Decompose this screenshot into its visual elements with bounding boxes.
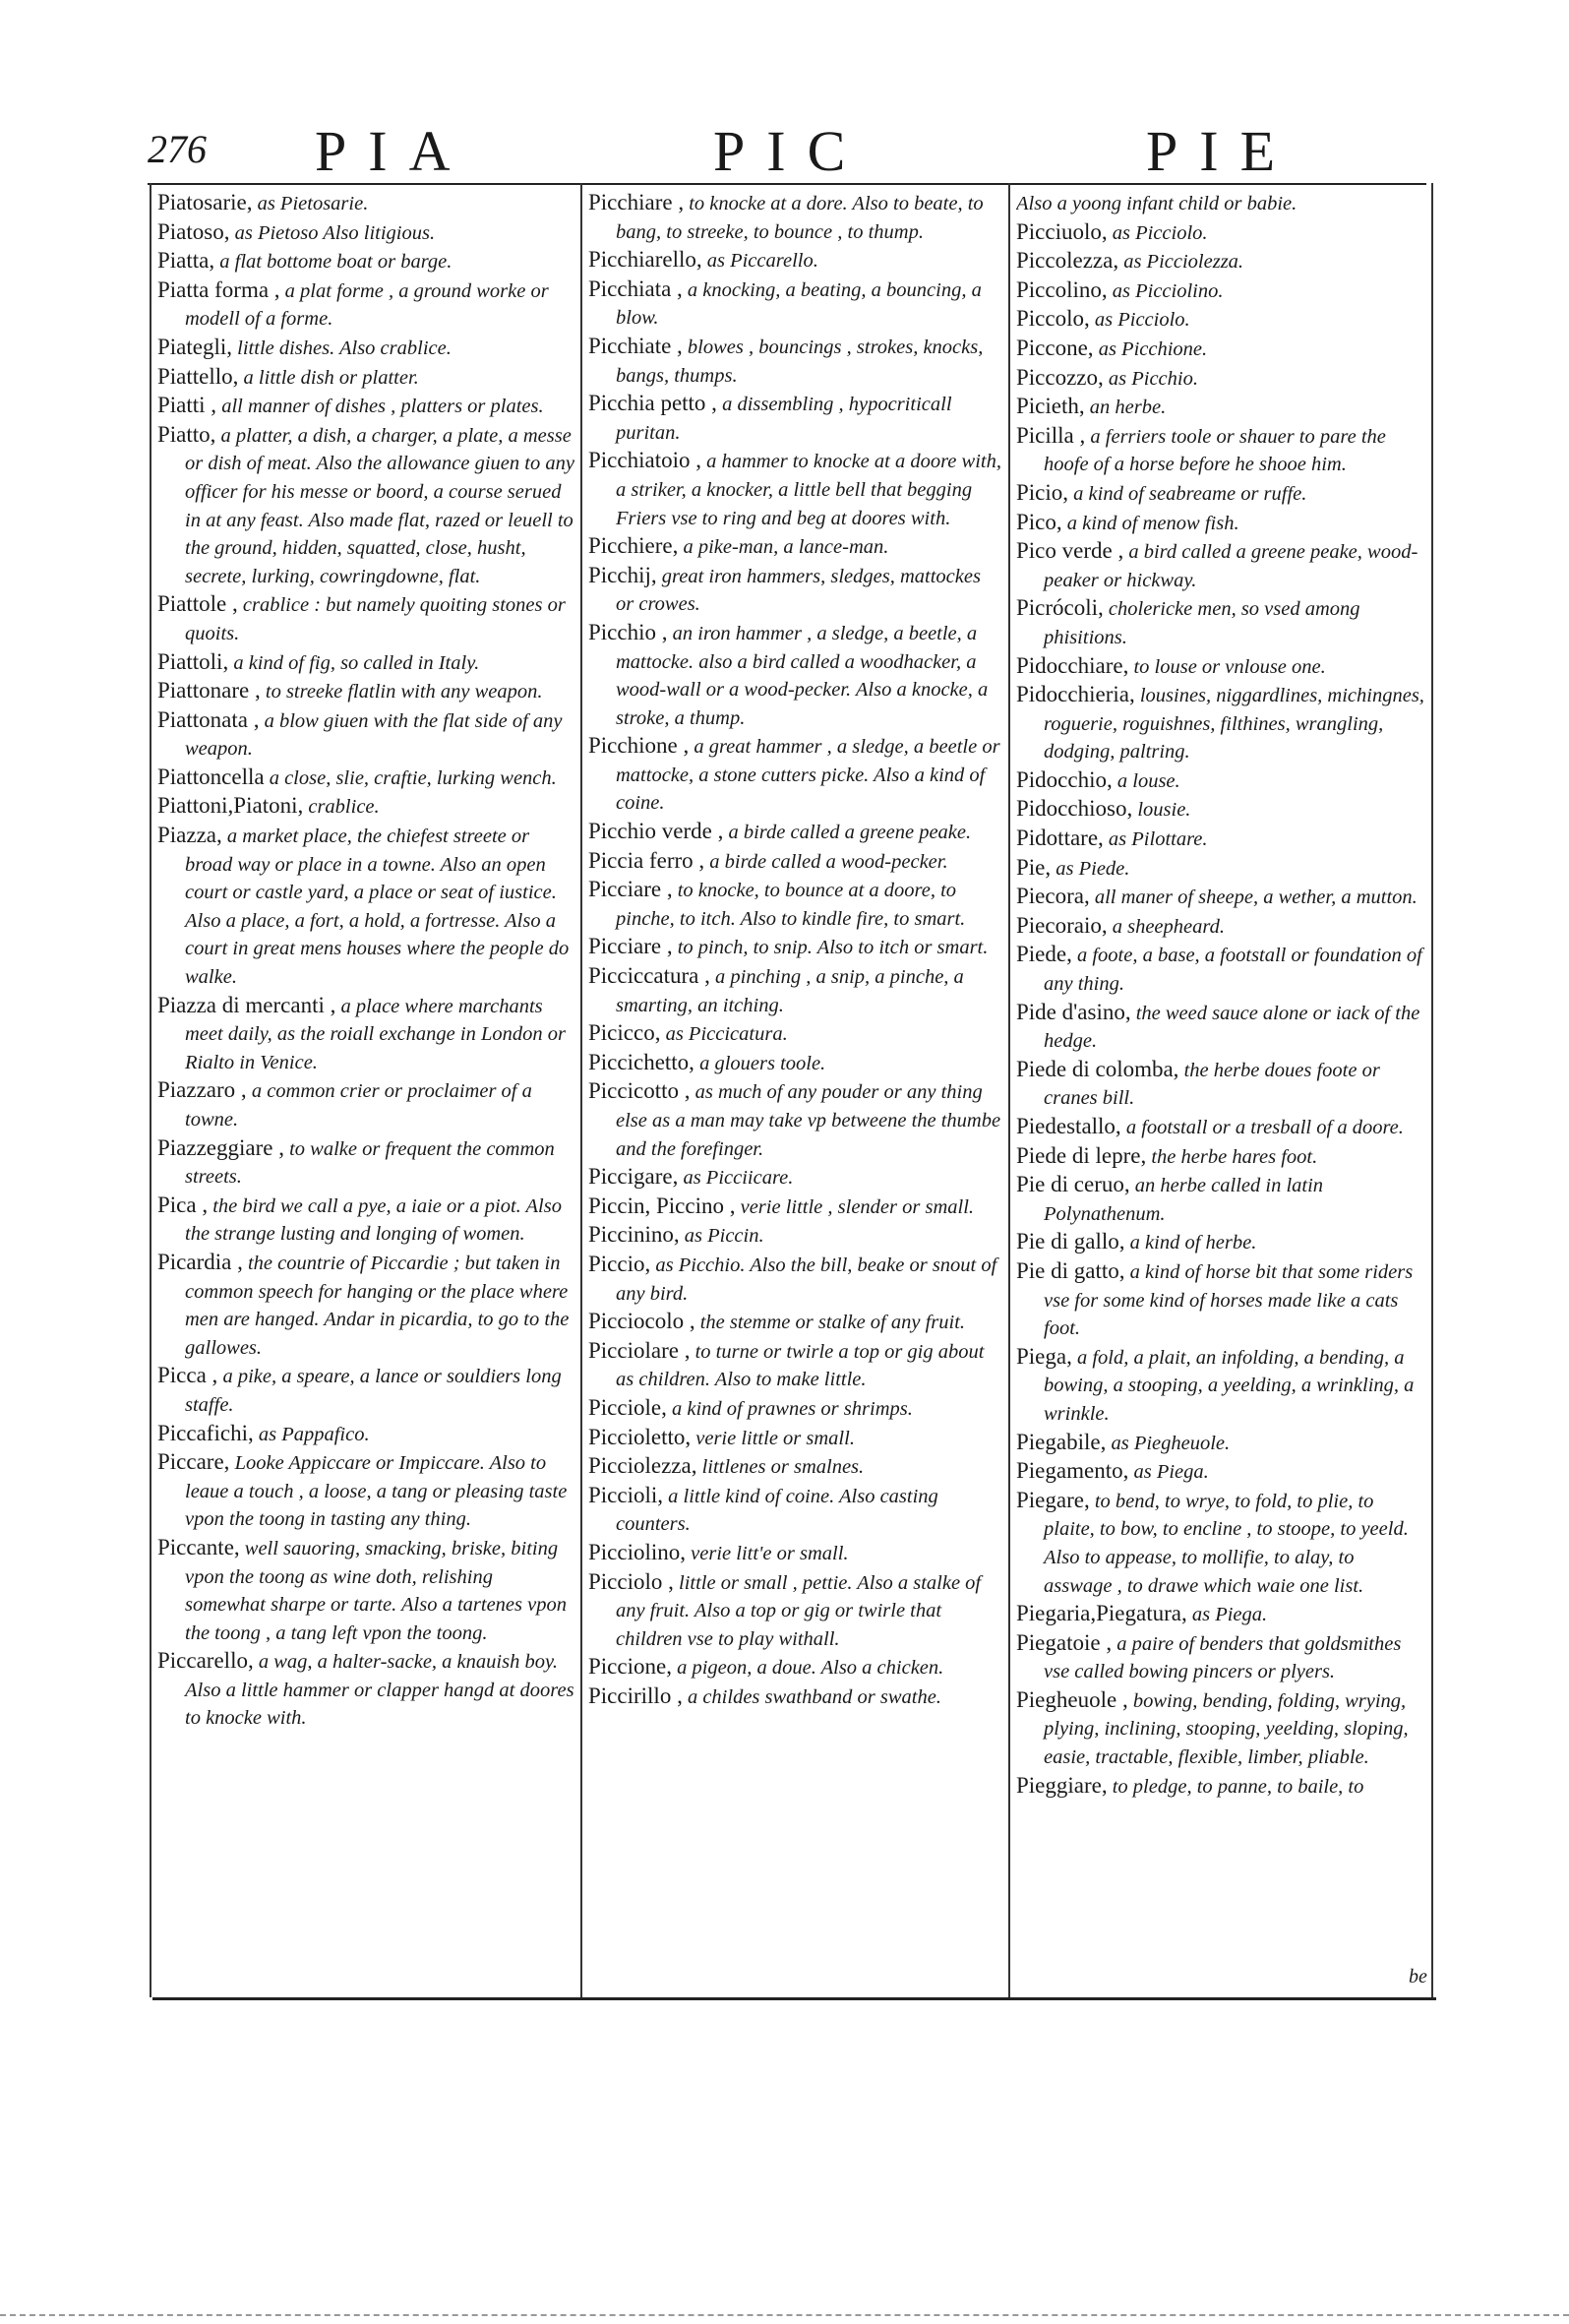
entry-definition: verie litt'e or small.	[691, 1542, 849, 1564]
dictionary-entry	[157, 590, 574, 647]
dictionary-entry	[588, 962, 1001, 1019]
entry-headword: Piega,	[1016, 1343, 1072, 1369]
entry-headword: Picrócoli,	[1016, 595, 1104, 621]
dictionary-entry	[1016, 537, 1425, 594]
entry-definition: a little dish or platter.	[243, 366, 419, 389]
entry-definition: as Picciolo.	[1094, 309, 1190, 332]
entry-headword: Pidocchiare,	[1016, 652, 1129, 678]
dictionary-entry	[1016, 335, 1425, 364]
entry-column-1	[157, 189, 574, 1989]
entry-headword: Pide d'asino,	[1016, 999, 1131, 1024]
entry-headword: Picchia petto ,	[588, 391, 717, 416]
entry-headword: Piazzaro ,	[157, 1077, 247, 1103]
entry-headword: Pie,	[1016, 854, 1052, 880]
entry-definition: to pledge, to panne, to baile, to	[1112, 1775, 1364, 1798]
entry-headword: Piatto,	[157, 421, 216, 447]
entry-definition: a pike-man, a lance-man.	[683, 536, 889, 559]
entry-definition: as Picchio.	[1108, 367, 1198, 390]
dictionary-entry	[157, 421, 574, 591]
entry-headword: Picciccatura ,	[588, 963, 710, 989]
entry-definition: to knocke, to bounce at a doore, to pinche, to itch. Also to kindle fire, to smart.	[616, 880, 966, 930]
entry-headword: Piccin, Piccino ,	[588, 1193, 736, 1218]
entry-headword: Piccafichi,	[157, 1420, 254, 1445]
dictionary-entry	[157, 1076, 574, 1133]
entry-headword: Piategli,	[157, 334, 233, 359]
entry-definition: the stemme or stalke of any fruit.	[699, 1312, 966, 1334]
header-rule	[148, 183, 1426, 185]
entry-definition: crablice : but namely quoiting stones or quoits.	[185, 594, 566, 644]
page-number: 276	[148, 127, 207, 171]
entry-definition: a plat forme , a ground worke or modell of a forme.	[185, 279, 549, 331]
dictionary-entry	[157, 792, 574, 822]
dictionary-entry	[588, 1452, 1001, 1482]
entry-definition: a market place, the chiefest streete or broad way or place in a towne. Also an open court or castle yard, a place or seat of iustice. Also a place, a fort, a hold, a fortresse. Also a court in great mens houses where the people do walke.	[185, 826, 570, 989]
column-heading-1: PIA	[315, 119, 472, 183]
dictionary-entry	[1016, 912, 1425, 942]
entry-definition: a kind of fig, so called in Italy.	[233, 651, 480, 674]
dictionary-entry	[1016, 509, 1425, 538]
entry-definition: a glouers toole.	[699, 1052, 826, 1074]
dictionary-entry	[1016, 766, 1425, 796]
entry-headword: Piatta forma ,	[157, 276, 280, 302]
entry-definition: to walke or frequent the common streets.	[185, 1137, 555, 1189]
entry-headword: Piegaria,Piegatura,	[1016, 1601, 1187, 1626]
dictionary-entry	[1016, 218, 1425, 248]
dictionary-entry	[1016, 652, 1425, 682]
entry-definition: the bird we call a pye, a iaie or a piot. Also the strange lusting and longing of women.	[185, 1194, 562, 1246]
entry-definition: blowes , bouncings , strokes, knocks, bangs, thumps.	[616, 336, 984, 387]
entry-definition: a childes swathband or swathe.	[687, 1685, 941, 1708]
entry-definition: a louse.	[1116, 769, 1180, 792]
entry-definition: a kind of prawnes or shrimps.	[671, 1397, 913, 1420]
entry-headword: Piazzeggiare ,	[157, 1134, 284, 1160]
dictionary-entry	[1016, 999, 1425, 1056]
dictionary-entry	[588, 333, 1001, 390]
entry-headword: Picchij,	[588, 562, 657, 587]
entry-headword: Piegabile,	[1016, 1429, 1107, 1454]
entry-headword: Piede di lepre,	[1016, 1142, 1147, 1168]
entry-definition: cholericke men, so vsed among phisitions.	[1044, 598, 1360, 648]
dictionary-entry	[1016, 1343, 1425, 1429]
entry-definition: a fold, a plait, an infolding, a bending, a bowing, a stooping, a yeelding, a wrinkling, a wrinkle.	[1044, 1346, 1415, 1425]
dictionary-entry	[157, 1448, 574, 1534]
entry-definition: a little kind of coine. Also casting counters.	[616, 1485, 938, 1536]
entry-definition: verie little , slender or small.	[740, 1195, 975, 1218]
entry-headword: Picciocolo ,	[588, 1309, 695, 1334]
entry-headword: Piede di colomba,	[1016, 1056, 1179, 1081]
dictionary-entry	[1016, 189, 1425, 218]
entry-definition: the herbe doues foote or cranes bill.	[1044, 1059, 1380, 1110]
entry-headword: Piedestallo,	[1016, 1114, 1121, 1138]
entry-definition: all maner of sheepe, a wether, a mutton.	[1094, 887, 1418, 909]
entry-definition: a pigeon, a doue. Also a chicken.	[677, 1657, 944, 1680]
entry-headword: Picardia ,	[157, 1249, 243, 1274]
dictionary-entry	[588, 1424, 1001, 1453]
dictionary-entry	[157, 1534, 574, 1647]
dictionary-entry	[1016, 594, 1425, 651]
entry-definition: all manner of dishes , platters or plates.	[221, 396, 544, 418]
entry-headword: Piattonare ,	[157, 678, 261, 703]
dictionary-entry	[157, 218, 574, 248]
entry-headword: Picciare ,	[588, 877, 673, 902]
entry-definition: a paire of benders that goldsmithes vse called bowing pincers or plyers.	[1044, 1632, 1402, 1683]
dictionary-entry	[588, 390, 1001, 447]
entry-definition: great iron hammers, sledges, mattockes or crowes.	[616, 565, 981, 616]
entry-headword: Picieth,	[1016, 394, 1085, 419]
entry-headword: Piatosarie,	[157, 190, 253, 214]
dictionary-entry	[1016, 1142, 1425, 1172]
entry-column-3	[1016, 189, 1425, 1989]
entry-definition: as much of any pouder or any thing else as a man may take vp betweene the thumbe and the forefinger.	[616, 1081, 1001, 1160]
entry-definition: as Piega.	[1191, 1604, 1268, 1626]
entry-definition: as Pietoso Also litigious.	[234, 221, 436, 244]
dictionary-entry	[157, 392, 574, 421]
dictionary-entry	[157, 334, 574, 363]
dictionary-entry	[157, 1134, 574, 1192]
dictionary-entry	[588, 189, 1001, 246]
entry-definition: as Picchione.	[1098, 337, 1208, 360]
entry-headword: Piazza di mercanti ,	[157, 992, 336, 1017]
dictionary-entry	[588, 1653, 1001, 1682]
catchword: be	[1409, 1966, 1427, 1988]
dictionary-entry	[588, 1539, 1001, 1568]
entry-definition: lousie.	[1137, 799, 1191, 822]
dictionary-entry	[588, 562, 1001, 619]
dictionary-entry	[588, 1308, 1001, 1337]
entry-headword: Pie di ceruo,	[1016, 1172, 1130, 1197]
entry-headword: Picilla ,	[1016, 422, 1086, 448]
entry-headword: Picciare ,	[588, 934, 673, 959]
entry-definition: as Piegheuole.	[1111, 1432, 1231, 1454]
entry-definition: a platter, a dish, a charger, a plate, a messe or dish of meat. Also the allowance giuen to any officer for his messe or boord, a course serued in at any feast. Also made flat, razed or leuell to the ground, hidden, squatted, close, husht, secrete, lurking, cowringdowne, flat.	[185, 424, 574, 587]
entry-headword: Piccante,	[157, 1534, 240, 1560]
entry-definition: a pinching , a snip, a pinche, a smarting, an itching.	[616, 966, 964, 1016]
dictionary-entry	[588, 1682, 1001, 1712]
entry-headword: Piatoso,	[157, 218, 230, 244]
dictionary-entry	[588, 1482, 1001, 1539]
dictionary-entry	[157, 1420, 574, 1449]
dictionary-entry	[1016, 825, 1425, 854]
dictionary-entry	[588, 1568, 1001, 1654]
entry-headword: Piccirillo ,	[588, 1682, 683, 1708]
dictionary-entry	[588, 275, 1001, 333]
dictionary-entry	[157, 189, 574, 218]
entry-headword: Piccioli,	[588, 1482, 664, 1507]
entry-headword: Picchiatoio ,	[588, 448, 701, 473]
column-heading-3: PIE	[1146, 119, 1297, 183]
dictionary-entry	[588, 1077, 1001, 1163]
entry-definition: a footstall or a tresball of a doore.	[1125, 1117, 1404, 1138]
entry-definition: a blow giuen with the flat side of any weapon.	[185, 709, 563, 761]
dictionary-entry	[1016, 1772, 1425, 1802]
entry-definition: bowing, bending, folding, wrying, plying, inclining, stooping, yeelding, sloping, easie, tractable, flexible, limber, pliable.	[1044, 1689, 1409, 1769]
dictionary-entry	[1016, 1228, 1425, 1257]
entry-headword: Pieggiare,	[1016, 1772, 1108, 1798]
entry-headword: Piccio,	[588, 1251, 651, 1276]
entry-headword: Pidottare,	[1016, 826, 1104, 851]
entry-headword: Picchiare ,	[588, 190, 685, 214]
entry-headword: Piccolo,	[1016, 306, 1090, 332]
dictionary-entry	[1016, 422, 1425, 479]
entry-definition: as Piccicatura.	[665, 1023, 788, 1046]
entry-definition: Also a yoong infant child or babie.	[1016, 193, 1297, 214]
entry-definition: as Pietosarie.	[257, 193, 369, 214]
dictionary-entry	[588, 1394, 1001, 1424]
footer-rule	[152, 1997, 1436, 2000]
entry-definition: a common crier or proclaimer of a towne.	[185, 1080, 532, 1131]
dictionary-entry	[157, 1647, 574, 1733]
entry-headword: Pica ,	[157, 1192, 209, 1217]
entry-headword: Piccicotto ,	[588, 1078, 691, 1104]
dictionary-entry	[588, 532, 1001, 562]
entry-headword: Picchiere,	[588, 533, 679, 559]
entry-definition: a kind of menow fish.	[1066, 512, 1239, 534]
entry-headword: Picchiata ,	[588, 275, 683, 301]
dictionary-entry	[1016, 393, 1425, 422]
entry-definition: as Picciicare.	[683, 1167, 794, 1190]
entry-definition: as Piega.	[1133, 1461, 1209, 1484]
entry-definition: a birde called a greene peake.	[728, 822, 972, 844]
entry-headword: Pie di gallo,	[1016, 1229, 1125, 1254]
dictionary-entry	[157, 706, 574, 764]
entry-headword: Picciole,	[588, 1394, 667, 1420]
column-divider-2	[1008, 183, 1010, 1997]
entry-definition: as Piede.	[1056, 857, 1130, 880]
entry-definition: to knocke at a dore. Also to beate, to bang, to streeke, to bounce , to thump.	[616, 193, 984, 243]
entry-headword: Piccolezza,	[1016, 248, 1119, 274]
entry-definition: as Pilottare.	[1108, 828, 1208, 851]
entry-definition: a pike, a speare, a lance or souldiers long staffe.	[185, 1366, 562, 1416]
entry-headword: Piattoncella	[157, 764, 265, 789]
dictionary-entry	[588, 847, 1001, 877]
entry-headword: Piccione,	[588, 1654, 672, 1680]
dictionary-entry	[157, 764, 574, 793]
dictionary-entry	[588, 1193, 1001, 1222]
entry-headword: Pidocchioso,	[1016, 796, 1133, 822]
entry-definition: as Picciolezza.	[1123, 251, 1244, 274]
entry-headword: Piattoli,	[157, 648, 229, 674]
entry-definition: verie little or small.	[695, 1427, 855, 1449]
entry-headword: Picio,	[1016, 479, 1069, 505]
entry-headword: Piccozzo,	[1016, 364, 1104, 390]
entry-definition: crablice.	[308, 796, 380, 819]
entry-headword: Piccare,	[157, 1449, 230, 1475]
dictionary-entry	[1016, 305, 1425, 335]
entry-definition: a wag, a halter-sacke, a knauish boy. Also a little hammer or clapper hangd at doores to knocke with.	[185, 1651, 574, 1730]
entry-headword: Piccarello,	[157, 1648, 254, 1674]
entry-headword: Piede,	[1016, 942, 1072, 967]
entry-definition: well sauoring, smacking, briske, biting vpon the toong as wine doth, relishing somewhat sharpe or tarte. Also a tartenes vpon the toong , a tang left vpon the toong.	[185, 1537, 567, 1644]
dictionary-entry	[1016, 247, 1425, 276]
entry-headword: Piattello,	[157, 363, 239, 389]
entry-definition: Looke Appiccare or Impiccare. Also to leaue a touch , a loose, a tang or pleasing taste vpon the toong in tasting any thing.	[185, 1452, 568, 1531]
dictionary-entry	[588, 1049, 1001, 1078]
entry-headword: Piecora,	[1016, 884, 1090, 909]
entry-headword: Piccia ferro ,	[588, 847, 705, 873]
entry-definition: as Pappafico.	[258, 1423, 370, 1445]
entry-definition: a kind of horse bit that some riders vse for some kind of horses made like a cats foot.	[1044, 1260, 1414, 1340]
entry-definition: a flat bottome boat or barge.	[219, 251, 453, 274]
entry-definition: to turne or twirle a top or gig about as children. Also to make little.	[616, 1340, 985, 1391]
dictionary-entry	[1016, 1686, 1425, 1772]
entry-definition: as Picciolino.	[1112, 279, 1224, 302]
dictionary-entry	[1016, 1457, 1425, 1487]
entry-headword: Piattole ,	[157, 591, 238, 617]
entry-definition: the weed sauce alone or iack of the hedge.	[1044, 1002, 1420, 1053]
entry-definition: the countrie of Piccardie ; but taken in common speech for hanging or the place where men are hanged. Andar in picardia, to go to the gallowes.	[185, 1252, 570, 1359]
right-border-rule	[1431, 183, 1433, 1997]
dictionary-entry	[588, 1337, 1001, 1394]
entry-headword: Piattoni,Piatoni,	[157, 793, 304, 819]
entry-headword: Picchiarello,	[588, 247, 702, 273]
dictionary-entry	[588, 619, 1001, 732]
dictionary-entry	[1016, 1056, 1425, 1113]
entry-headword: Piccichetto,	[588, 1049, 694, 1074]
entry-headword: Piattonata ,	[157, 706, 260, 732]
dictionary-entry	[588, 1221, 1001, 1251]
entry-headword: Piazza,	[157, 823, 222, 848]
dictionary-entry	[157, 247, 574, 276]
entry-definition: the herbe hares foot.	[1151, 1145, 1318, 1168]
entry-definition: a bird called a greene peake, wood-peaker or hickway.	[1044, 541, 1418, 591]
dictionary-entry	[1016, 1429, 1425, 1458]
entry-definition: an herbe.	[1089, 397, 1167, 419]
dictionary-entry	[1016, 1257, 1425, 1343]
entry-definition: an herbe called in latin Polynathenum.	[1044, 1175, 1324, 1225]
entry-definition: a knocking, a beating, a bouncing, a blow.	[616, 278, 982, 330]
left-border-rule	[150, 183, 151, 1997]
dictionary-entry	[1016, 1629, 1425, 1686]
dictionary-entry	[1016, 479, 1425, 509]
entry-headword: Picchiate ,	[588, 333, 683, 358]
dictionary-entry	[157, 1362, 574, 1419]
dictionary-entry	[588, 1019, 1001, 1049]
entry-definition: a sheepheard.	[1112, 915, 1225, 938]
entry-headword: Piccigare,	[588, 1164, 679, 1190]
entry-definition: a birde called a wood-pecker.	[709, 850, 948, 873]
entry-headword: Piccioletto,	[588, 1424, 692, 1449]
dictionary-entry	[1016, 364, 1425, 394]
entry-definition: as Picchio. Also the bill, beake or snout of any bird.	[616, 1254, 997, 1305]
entry-headword: Picchione ,	[588, 733, 690, 759]
entry-headword: Picciolino,	[588, 1539, 687, 1564]
dictionary-entry	[1016, 795, 1425, 825]
entry-headword: Picchio verde ,	[588, 819, 724, 844]
dictionary-entry	[1016, 941, 1425, 998]
dictionary-entry	[588, 933, 1001, 962]
dictionary-entry	[157, 276, 574, 334]
entry-definition: a great hammer , a sledge, a beetle or mattocke, a stone cutters picke. Also a kind of coine.	[616, 736, 1000, 815]
entry-definition: a close, slie, craftie, lurking wench.	[269, 766, 557, 789]
dictionary-entry	[157, 822, 574, 992]
entry-headword: Piccolino,	[1016, 276, 1108, 302]
scan-edge-line	[0, 2314, 1569, 2316]
entry-headword: Piegare,	[1016, 1487, 1090, 1512]
entry-definition: a place where marchants meet daily, as the roiall exchange in London or Rialto in Venice.	[185, 995, 566, 1073]
entry-headword: Piatti ,	[157, 393, 217, 418]
entry-definition: a dissembling , hypocriticall puritan.	[616, 394, 952, 444]
dictionary-entry	[1016, 1600, 1425, 1629]
dictionary-entry	[588, 732, 1001, 818]
dictionary-entry	[157, 1192, 574, 1249]
entry-definition: littlenes or smalnes.	[701, 1456, 865, 1479]
entry-headword: Piegamento,	[1016, 1458, 1129, 1484]
entry-headword: Picciolezza,	[588, 1453, 697, 1479]
entry-definition: an iron hammer , a sledge, a beetle, a mattocke. also a bird called a woodhacker, a wood-wall or a wood-pecker. Also a knocke, a stroke, a thump.	[616, 622, 989, 729]
entry-headword: Piccone,	[1016, 335, 1094, 360]
entry-definition: to louse or vnlouse one.	[1133, 655, 1326, 678]
entry-definition: a kind of seabreame or ruffe.	[1073, 482, 1307, 505]
entry-headword: Piegatoie ,	[1016, 1629, 1113, 1655]
dictionary-entry	[1016, 1171, 1425, 1228]
entry-definition: a ferriers toole or shauer to pare the hoofe of a horse before he shooe him.	[1044, 425, 1386, 476]
entry-headword: Picciolare ,	[588, 1337, 691, 1363]
dictionary-entry	[588, 447, 1001, 532]
dictionary-entry	[157, 677, 574, 706]
entry-definition: as Piccarello.	[706, 250, 818, 273]
entry-definition: to pinch, to snip. Also to itch or smart.	[677, 937, 989, 959]
entry-headword: Picchio ,	[588, 619, 668, 644]
dictionary-entry	[157, 1249, 574, 1362]
entry-headword: Piegheuole ,	[1016, 1686, 1128, 1712]
entry-headword: Piccinino,	[588, 1222, 680, 1248]
entry-headword: Picciuolo,	[1016, 218, 1108, 244]
dictionary-entry	[157, 992, 574, 1077]
entry-definition: a hammer to knocke at a doore with, a striker, a knocker, a little bell that begging Friers vse to ring and beg at doores with.	[616, 451, 1001, 529]
entry-definition: lousines, niggardlines, michingnes, roguerie, roguishnes, filthines, wrangling, dodging, paltring.	[1044, 685, 1424, 764]
entry-definition: little or small , pettie. Also a stalke of any fruit. Also a top or gig or twirle that children vse to play withall.	[616, 1571, 982, 1650]
dictionary-entry	[157, 648, 574, 678]
entry-definition: to streeke flatlin with any weapon.	[265, 681, 543, 703]
dictionary-entry	[157, 363, 574, 393]
entry-headword: Picca ,	[157, 1363, 218, 1388]
dictionary-entry	[588, 1251, 1001, 1308]
dictionary-entry	[1016, 854, 1425, 884]
entry-headword: Piatta,	[157, 248, 215, 274]
entry-headword: Pico,	[1016, 509, 1062, 534]
column-divider-1	[580, 183, 582, 1997]
dictionary-entry	[588, 818, 1001, 847]
entry-headword: Picicco,	[588, 1020, 661, 1046]
entry-definition: as Piccin.	[684, 1225, 764, 1248]
entry-headword: Pie di gatto,	[1016, 1257, 1125, 1283]
dictionary-entry	[588, 1163, 1001, 1193]
dictionary-entry	[1016, 1113, 1425, 1142]
entry-definition: a foote, a base, a footstall or foundation of any thing.	[1044, 945, 1422, 996]
entry-headword: Pico verde ,	[1016, 538, 1124, 564]
column-heading-2: PIC	[713, 119, 868, 183]
entry-definition: as Picciolo.	[1112, 221, 1208, 244]
dictionary-entry	[1016, 276, 1425, 306]
entry-headword: Picciolo ,	[588, 1568, 674, 1594]
dictionary-entry	[1016, 883, 1425, 912]
entry-column-2	[588, 189, 1001, 1989]
entry-headword: Pidocchio,	[1016, 766, 1113, 792]
entry-definition: little dishes. Also crablice.	[237, 336, 452, 359]
entry-definition: to bend, to wrye, to fold, to plie, to plaite, to bow, to encline , to stoope, to yeeld. Also to appease, to mollifie, to alay, to asswage , to drawe which waie one list.	[1044, 1490, 1409, 1597]
dictionary-entry	[588, 876, 1001, 933]
dictionary-entry	[1016, 1487, 1425, 1600]
entry-headword: Piecoraio,	[1016, 912, 1108, 938]
dictionary-entry	[588, 246, 1001, 275]
entry-definition: a kind of herbe.	[1129, 1232, 1257, 1254]
dictionary-entry	[1016, 681, 1425, 766]
entry-headword: Pidocchieria,	[1016, 682, 1135, 707]
